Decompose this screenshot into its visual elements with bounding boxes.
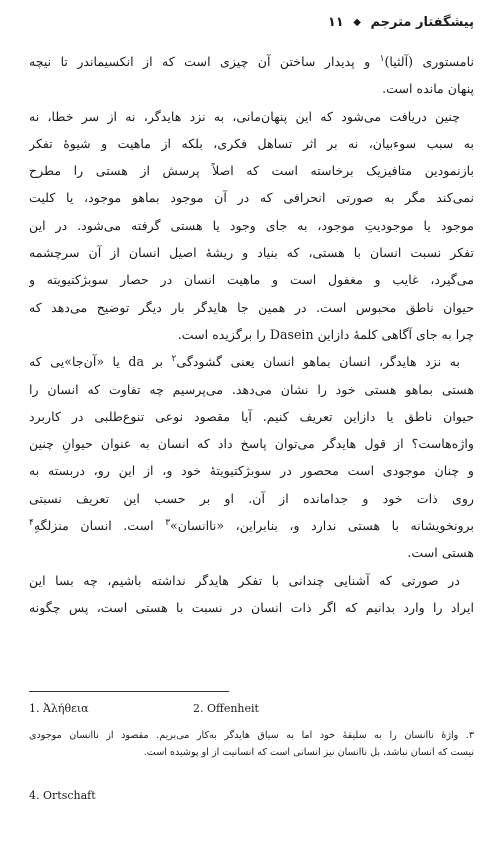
- text-segment: و چنان موجودی است محصور در سوبژکتیویتهٔ خود و، از این رو، دربسته به: [29, 463, 474, 479]
- text-line: [29, 594, 474, 621]
- text-segment: بر da یا «آن‌جا»یی که: [29, 354, 172, 370]
- text-line: [29, 539, 474, 566]
- footnote-marker[interactable]: ۲: [171, 354, 177, 365]
- text-line: [29, 239, 474, 266]
- text-segment: و پدیدار ساختن آن چیزی است که از انکسیماندر تا نیچه: [29, 54, 380, 69]
- text-segment: چنین دریافت می‌شود که این پنهان‌مانی، به نزد هایدگر، نه از سر خطا، نه: [29, 108, 460, 124]
- text-segment: تفکر نسبت انسان با هستی، که بنیاد و ریشهٔ اصیل انسان از آن سرچشمه: [29, 245, 474, 261]
- text-segment: هستی بماهو هستی خود را نشان می‌دهد. می‌پرسیم چه تفاوت که انسان را: [29, 381, 474, 397]
- text-segment: موجود یا موجودیتِ موجود، به جای وجود یا هستی گرفته می‌شود. در این: [29, 217, 474, 233]
- text-segment: حیوان ناطق محبوس است. در همین جا هایدگر بار دیگر توضیح می‌دهد که: [29, 299, 474, 315]
- text-line: [29, 212, 474, 239]
- page-number: ۱۱: [327, 15, 344, 30]
- text-segment: حیوان ناطق یا دازاین تعریف کنیم. آیا مقصود نوعی تنوع‌طلبی در کاربرد: [29, 408, 474, 424]
- footnotes-row: [29, 702, 474, 718]
- text-line: [29, 457, 474, 484]
- text-line: [29, 512, 474, 539]
- text-segment: واژه‌هاست؟ از قول هایدگر می‌توان پاسخ داد که انسان به عنوان حیوانِ چنین: [29, 436, 474, 452]
- text-line: [29, 103, 474, 130]
- footnote-3: [29, 727, 474, 761]
- main-text: [29, 48, 474, 621]
- text-segment: در صورتی که آشنایی چندانی با تفکر هایدگر نداشته باشیم، چه بسا این: [29, 572, 460, 588]
- footnote-3-line: ۳. واژهٔ ناانسان را به سلیقهٔ خود اما به سیاق هایدگر به‌کار می‌بریم. مقصود از ناانسان موجودی: [29, 730, 474, 741]
- footnote-3-line: نیست که انسان نباشد، بل ناانسان نیز انسانی است که انسانیت از او پوشیده است.: [143, 747, 474, 758]
- footnote-4: 4. Ortschaft: [29, 789, 96, 802]
- text-line: [29, 157, 474, 184]
- text-line: [29, 75, 474, 102]
- footnote-divider: [29, 691, 229, 692]
- text-segment: بازنمودین متافیزیک برخاسته است که اصلاً پرسش از هستی را مطرح: [29, 163, 474, 179]
- running-header: [29, 12, 474, 34]
- diamond-ornament-icon: ◆: [353, 17, 361, 28]
- text-line: [29, 348, 474, 375]
- text-line: [29, 403, 474, 430]
- text-line: [29, 485, 474, 512]
- text-segment: به نزد هایدگر، انسان بماهو انسان یعنی گشودگی: [176, 354, 460, 370]
- text-line: [29, 130, 474, 157]
- text-segment: به سبب سوء‌بیان، نه بر اثر تساهل فکری، بلکه از ماهیت و شیوهٔ تفکر: [29, 135, 474, 151]
- text-line: [29, 376, 474, 403]
- text-line: [29, 430, 474, 457]
- text-segment: ایراد را وارد بدانیم که اگر ذات انسان در نسبت با هستی است، پس چگونه: [29, 599, 474, 615]
- text-segment: روی ذات خود و جدامانده از آن. او بر حسب این تعریف نسبتی: [29, 490, 474, 506]
- footnote-1: 1. Ἀλήθεια: [29, 702, 89, 715]
- footnote-marker[interactable]: ۳: [165, 517, 171, 528]
- footnote-marker[interactable]: ۱: [379, 53, 385, 64]
- text-line: [29, 48, 474, 75]
- text-line: [29, 184, 474, 211]
- text-segment: هستی است.: [407, 545, 474, 561]
- text-line: [29, 294, 474, 321]
- text-line: [29, 266, 474, 293]
- text-segment: می‌گیرد، غایب و مغفول است و ماهیت انسان در حصار سوبژکتیویته و: [29, 272, 474, 288]
- text-segment: برونخویشانه با هستی ندارد و، بنابراین، «ناانسان»: [170, 518, 474, 534]
- text-line: [29, 321, 474, 348]
- chapter-title: پیشگفتار مترجم: [370, 15, 474, 30]
- text-segment: پنهان مانده است.: [382, 81, 474, 97]
- text-segment: است. انسان منزلگهِ: [33, 518, 166, 534]
- footnote-marker[interactable]: ۴: [29, 517, 34, 528]
- text-line: [29, 567, 474, 594]
- text-segment: چرا به جای آگاهی کلمهٔ دازاین Dasein را برگزیده است.: [177, 326, 474, 342]
- text-segment: نامستوری (آلثیا): [384, 54, 474, 69]
- footnote-2: 2. Offenheit: [193, 702, 259, 715]
- text-segment: نمی‌کند مگر به صورتی انحرافی که در آن موجود بماهو موجود، یا کلیت: [29, 190, 474, 206]
